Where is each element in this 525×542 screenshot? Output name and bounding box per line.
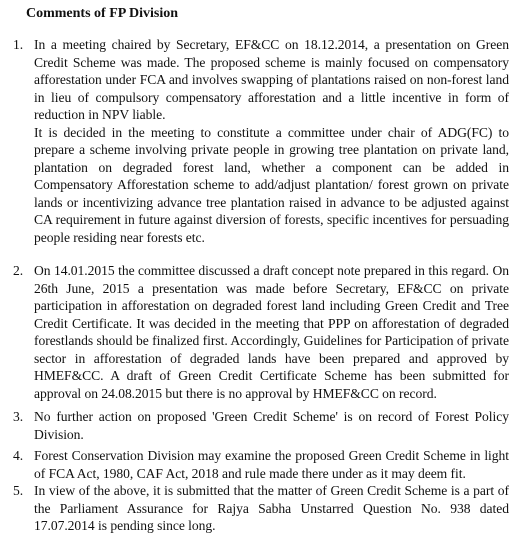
item-number: 2. [13, 263, 24, 278]
item-body [34, 482, 509, 535]
item-body [34, 447, 509, 482]
item-number: 4. [13, 448, 24, 463]
item-body [34, 36, 509, 246]
item-paragraph: In a meeting chaired by Secretary, EF&CC on 18.12.2014, a presentation on Green Credit Scheme was made. The proposed scheme is mainly focused on compensatory afforestation under FCA and involves swapping of plantations raised on non-forest land in lieu of compulsory compensatory afforestation and a little incentive in form of reduction in NPV liable. [34, 37, 509, 122]
item-paragraph: It is decided in the meeting to constitute a committee under chair of ADG(FC) to prepare a scheme involving private people in growing tree plantation on private land, plantation on degraded forest land, whether a component can be added in Compensatory Afforestation scheme to add/adjust plantation/ forest grown on private lands or incentivizing advance tree plantation raised in advance to be adjusted against CA requirement in future against diversion of forests, specific incentives for persuading people residing near forests etc. [34, 124, 509, 245]
item-paragraph: On 14.01.2015 the committee discussed a draft concept note prepared in this regard. On 26th June, 2015 a presentation was made before Secretary, EF&CC on private participation in afforestation on degraded forest land including Green Credit and Tree Credit Certificate. It was decided in the meeting that PPP on afforestation of degraded forestlands should be finalized first. Accordingly, Guidelines for Participation of private sector in afforestation of degraded lands have been prepared and approved by HMEF&CC. A draft of Green Credit Certificate Scheme has been submitted for approval on 24.08.2015 but there is no approval by HMEF&CC on record. [34, 263, 509, 401]
item-paragraph: In view of the above, it is submitted that the matter of Green Credit Scheme is a part of the Parliament Assurance for Rajya Sabha Unstarred Question No. 938 dated 17.07.2014 is pending since long. [34, 483, 509, 533]
item-paragraph: No further action on proposed 'Green Credit Scheme' is on record of Forest Policy Division. [34, 409, 509, 442]
item-paragraph: Forest Conservation Division may examine the proposed Green Credit Scheme in light of FCA Act, 1980, CAF Act, 2018 and rule made there under as it may deem fit. [34, 448, 509, 481]
document-heading: Comments of FP Division [26, 6, 179, 21]
item-number: 1. [13, 37, 24, 52]
item-number: 5. [13, 483, 24, 498]
item-body [34, 408, 509, 443]
item-number: 3. [13, 409, 24, 424]
item-body [34, 262, 509, 402]
